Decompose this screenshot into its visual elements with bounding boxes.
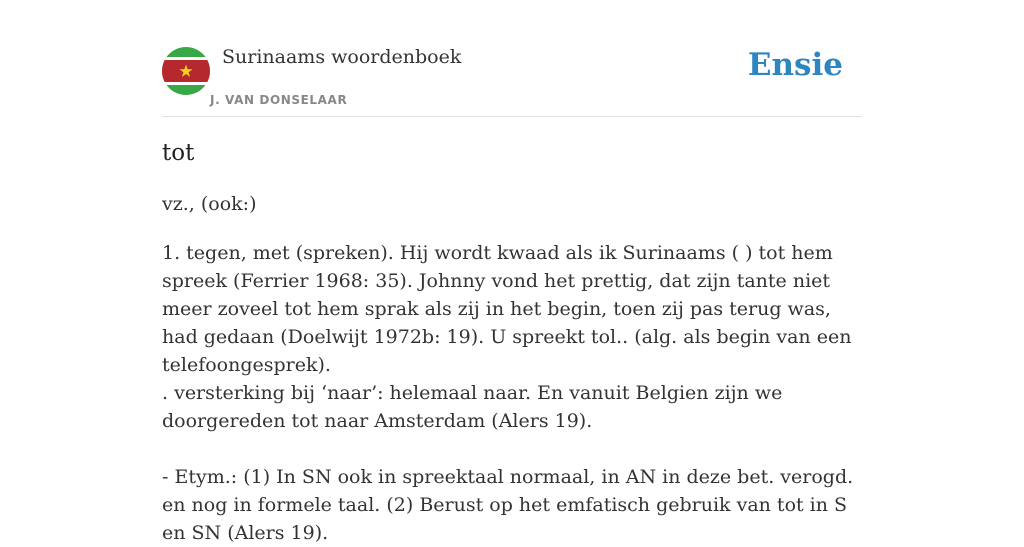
dictionary-header <box>162 0 862 117</box>
part-of-speech: vz., (ook:) <box>162 193 257 215</box>
definition-paragraph-2: . versterking bij ‘naar’: helemaal naar. En vanuit Belgien zijn we doorgereden tot naar Amsterdam (Alers 19). <box>162 382 783 432</box>
etymology-paragraph: - Etym.: (1) In SN ook in spreektaal normaal, in AN in deze bet. verogd. en nog in formele taal. (2) Berust op het emfatisch gebruik van tot in S en SN (Alers 19). <box>162 466 854 544</box>
entry-headword: tot <box>162 140 195 166</box>
definition-paragraph-1: 1. tegen, met (spreken). Hij wordt kwaad als ik Surinaams ( ) tot hem spreek (Ferrier 1968: 35). Johnny vond het prettig, dat zijn tante niet meer zoveel tot hem sprak als zij in het begin, toen zij pas terug was, had gedaan (Doelwijt 1972b: 19). U spreekt tol.. (alg. als begin van een telefoongesprek). <box>162 242 852 376</box>
ensie-logo-link[interactable]: Ensie <box>747 47 843 83</box>
suriname-flag-icon[interactable] <box>162 47 210 95</box>
dictionary-author: J. VAN DONSELAAR <box>210 93 348 107</box>
dictionary-title[interactable]: Surinaams woordenboek <box>222 46 462 68</box>
page-container <box>162 0 862 544</box>
